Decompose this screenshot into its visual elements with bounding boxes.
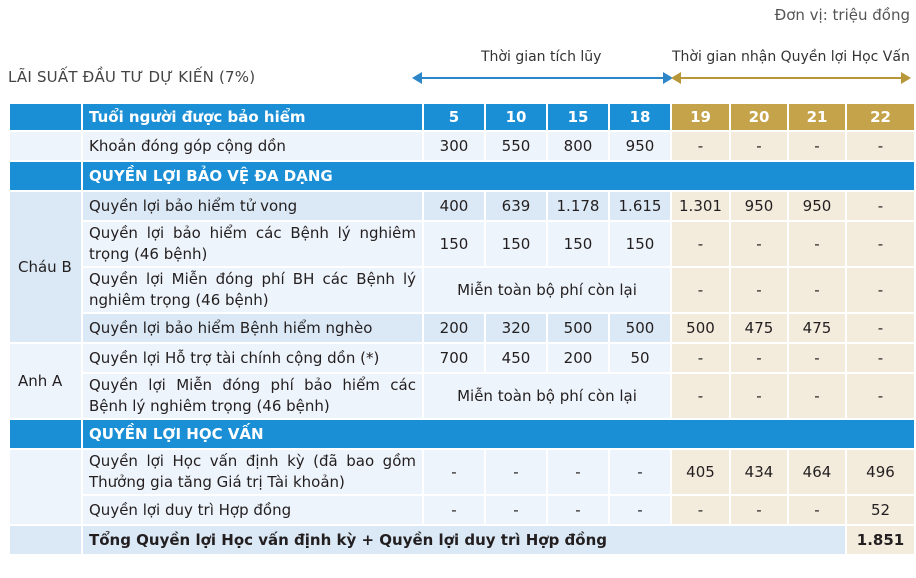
periodic-education-row: Quyền lợi Học vấn định kỳ (đã bao gồm Thưởng gia tăng Giá trị Tài khoản) - - - - 405 434 464 496 [9,449,915,495]
row-label: Quyền lợi Miễn đóng phí bảo hiểm các Bệnh lý nghiêm trọng (46 bệnh) [82,373,423,419]
group-label-child: Cháu B [9,191,82,343]
financial-support-row: Anh A Quyền lợi Hỗ trợ tài chính cộng dồn (*) 700 450 200 50 - - - - [9,343,915,373]
row-label: Quyền lợi bảo hiểm Bệnh hiểm nghèo [82,313,423,343]
age-cell: 10 [485,103,547,131]
unit-label: Đơn vị: triệu đồng [774,6,910,24]
section-row-protection [9,161,915,191]
total-label: Tổng Quyền lợi Học vấn định kỳ + Quyền lợi duy trì Hợp đồng [82,525,846,555]
merged-waiver-cell: Miễn toàn bộ phí còn lại [423,373,671,419]
header-row [9,103,915,131]
row-label: Khoản đóng góp cộng dồn [82,131,423,161]
premium-waiver-parent-row: Quyền lợi Miễn đóng phí bảo hiểm các Bệnh lý nghiêm trọng (46 bệnh) Miễn toàn bộ phí còn lại - - - - [9,373,915,419]
age-cell: 15 [547,103,609,131]
accumulation-period-label: Thời gian tích lũy [481,49,602,65]
row-label: Quyền lợi Hỗ trợ tài chính cộng dồn (*) [82,343,423,373]
benefit-period-label: Thời gian nhận Quyền lợi Học Vấn [672,49,910,65]
age-cell: 20 [730,103,788,131]
age-cell: 22 [846,103,915,131]
accumulation-arrow [414,77,671,79]
age-cell: 21 [788,103,846,131]
rare-illness-row: Quyền lợi bảo hiểm Bệnh hiểm nghèo 200 320 500 500 500 475 475 - [9,313,915,343]
row-label: Quyền lợi Miễn đóng phí BH các Bệnh lý nghiêm trọng (46 bệnh) [82,267,423,313]
row-label: Quyền lợi duy trì Hợp đồng [82,495,423,525]
contribution-row: Khoản đóng góp cộng dồn 300 550 800 950 - - - - [9,131,915,161]
age-cell: 18 [609,103,671,131]
section-title: QUYỀN LỢI HỌC VẤN [82,419,915,449]
merged-waiver-cell: Miễn toàn bộ phí còn lại [423,267,671,313]
maintenance-row: Quyền lợi duy trì Hợp đồng - - - - - - - 52 [9,495,915,525]
header-label: Tuổi người được bảo hiểm [82,103,423,131]
critical-illness-row: Quyền lợi bảo hiểm các Bệnh lý nghiêm trọng (46 bệnh) 150 150 150 150 - - - - [9,221,915,267]
row-label: Quyền lợi bảo hiểm tử vong [82,191,423,221]
total-row [9,525,915,555]
interest-rate-label: LÃI SUẤT ĐẦU TƯ DỰ KIẾN (7%) [8,68,256,86]
age-cell: 19 [671,103,730,131]
group-label-parent: Anh A [9,343,82,419]
total-value: 1.851 [846,525,915,555]
section-title: QUYỀN LỢI BẢO VỆ ĐA DẠNG [82,161,915,191]
death-benefit-row: Cháu B Quyền lợi bảo hiểm tử vong 400 639 1.178 1.615 1.301 950 950 - [9,191,915,221]
premium-waiver-child-row: Quyền lợi Miễn đóng phí BH các Bệnh lý nghiêm trọng (46 bệnh) Miễn toàn bộ phí còn lại - - - - [9,267,915,313]
age-cell: 5 [423,103,485,131]
benefit-arrow [673,77,909,79]
row-label: Quyền lợi Học vấn định kỳ (đã bao gồm Thưởng gia tăng Giá trị Tài khoản) [82,449,423,495]
row-label: Quyền lợi bảo hiểm các Bệnh lý nghiêm trọng (46 bệnh) [82,221,423,267]
benefit-table [8,102,916,556]
section-row-education [9,419,915,449]
